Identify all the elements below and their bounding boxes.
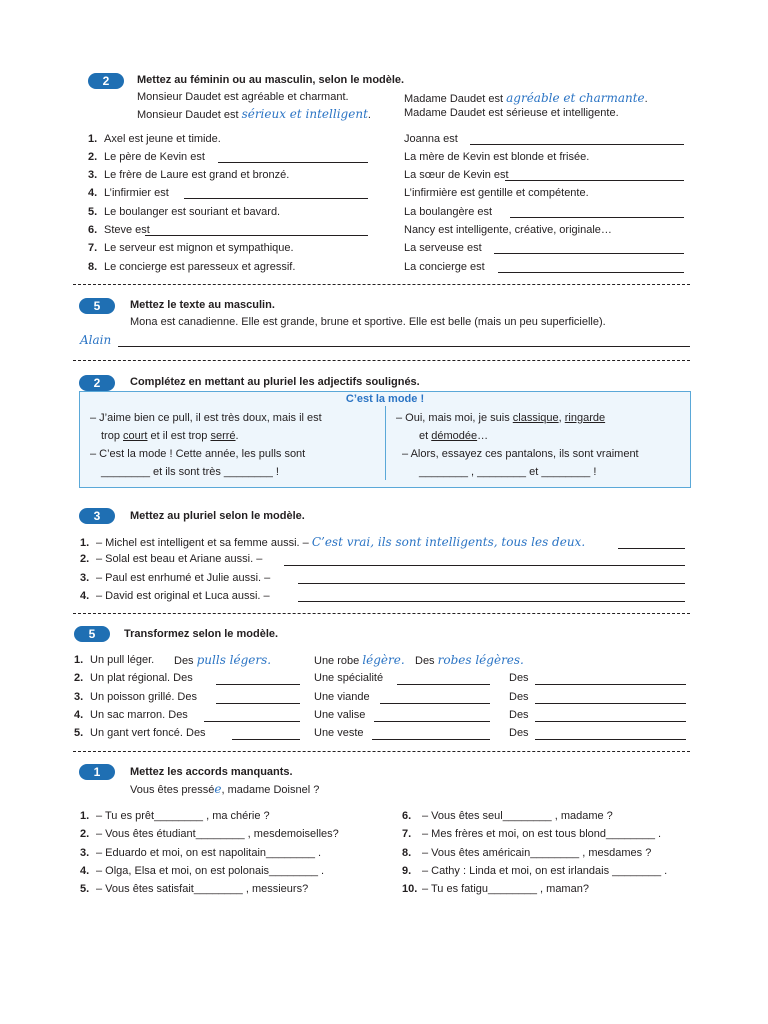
item-text: Des [174, 655, 197, 667]
item-text: Un gant vert foncé. Des [90, 727, 206, 739]
underlined-adjective: serré [210, 430, 236, 442]
item-text: – Vous êtes seul________ , madame ? [422, 810, 613, 822]
box-divider [385, 406, 386, 480]
handwritten-answer: C’est vrai, ils sont intelligents, tous les deux. [311, 535, 586, 549]
item-text: – Tu es fatigu________ , maman? [422, 883, 589, 895]
dialogue-text: . [235, 430, 239, 442]
item-right-text: L’infirmière est gentille et compétente. [404, 187, 589, 199]
model-left-1: Monsieur Daudet est agréable et charmant. [137, 91, 349, 103]
exercise-badge: 5 [74, 626, 110, 642]
item-number: 3. [80, 572, 90, 584]
answer-blank[interactable] [374, 721, 490, 722]
item-text: – David est original et Luca aussi. – [96, 590, 270, 602]
item-text: Un poisson grillé. Des [90, 691, 197, 703]
dialogue-text: trop [101, 430, 124, 442]
item-text: – Vous êtes américain________ , mesdames ? [422, 847, 652, 859]
item-text: Axel est jeune et timide. [104, 133, 221, 145]
dialogue-line: – J’aime bien ce pull, il est très doux, mais il est [90, 412, 322, 424]
answer-blank[interactable] [494, 253, 684, 254]
item-number: 5. [80, 883, 90, 895]
item-right-text: Joanna est [404, 133, 458, 145]
item-number: 8. [402, 847, 412, 859]
exercise-badge: 2 [88, 73, 124, 89]
exercise-badge: 1 [79, 764, 115, 780]
underlined-adjective: classique [512, 412, 559, 424]
item-text: Des [509, 672, 529, 684]
item-text: – Mes frères et moi, on est tous blond________ . [422, 828, 662, 840]
list-item [88, 151, 205, 163]
underlined-adjective: court [123, 430, 148, 442]
item-number: 4. [74, 709, 84, 721]
answer-blank[interactable] [397, 684, 490, 685]
list-item [74, 672, 193, 684]
item-text: Le père de Kevin est [104, 151, 205, 163]
box-title: C’est la mode ! [345, 393, 425, 405]
item-number: 8. [88, 261, 98, 273]
item-number: 2. [74, 672, 84, 684]
answer-blank[interactable] [380, 703, 490, 704]
item-number: 6. [88, 224, 98, 236]
section-divider [73, 284, 690, 285]
list-item [88, 261, 295, 273]
item-text: – Vous êtes satisfait________ , messieurs? [96, 883, 309, 895]
section-divider [73, 360, 690, 361]
underlined-adjective: ringarde [564, 412, 606, 424]
item-text: – Solal est beau et Ariane aussi. – [96, 553, 263, 565]
list-item [88, 169, 289, 181]
model-text: , madame Doisnel ? [221, 784, 320, 796]
list-item [80, 810, 270, 822]
item-number: 7. [88, 242, 98, 254]
model-right-2: Madame Daudet est sérieuse et intelligente. [404, 107, 619, 119]
answer-blank[interactable] [505, 180, 684, 181]
answer-blank[interactable] [216, 684, 300, 685]
item-text: – Paul est enrhumé et Julie aussi. – [96, 572, 271, 584]
item-text: – Michel est intelligent et sa femme aussi. – [96, 537, 312, 549]
item-text: Une robe [314, 655, 363, 667]
list-item [88, 224, 150, 236]
item-text: Une viande [314, 691, 370, 703]
item-text: Une spécialité [314, 672, 384, 684]
item-number: 3. [88, 169, 98, 181]
section-divider [73, 751, 690, 752]
item-right-text: Nancy est intelligente, créative, originale… [404, 224, 612, 236]
item-text: – Eduardo et moi, on est napolitain________ . [96, 847, 322, 859]
item-number: 2. [80, 828, 90, 840]
dialogue-box [79, 391, 691, 488]
list-item [88, 242, 294, 254]
item-number: 4. [88, 187, 98, 199]
section-divider [73, 613, 690, 614]
answer-blank[interactable] [618, 548, 685, 549]
dialogue-line: – Alors, essayez ces pantalons, ils sont vraiment [402, 448, 639, 460]
handwritten-answer: agréable et charmante [506, 91, 645, 105]
item-text: Un plat régional. Des [90, 672, 193, 684]
list-item [74, 654, 154, 666]
list-item [402, 810, 613, 822]
item-text: Steve est [104, 224, 150, 236]
item-text: Des [509, 709, 529, 721]
item-number: 5. [74, 727, 84, 739]
item-number: 1. [74, 654, 84, 666]
answer-blank[interactable] [145, 235, 368, 236]
model-text: Madame Daudet est [404, 93, 507, 105]
list-item [402, 865, 667, 877]
dialogue-text: , [558, 412, 565, 424]
handwritten-answer: e [214, 782, 222, 796]
dialogue-text: et [419, 430, 432, 442]
answer-blank[interactable] [284, 565, 685, 566]
dialogue-text: … [477, 430, 489, 442]
item-text: Des [509, 727, 529, 739]
handwritten-answer: robes légères. [437, 653, 524, 667]
handwritten-answer: légère. [362, 653, 405, 667]
exercise-title: Mettez les accords manquants. [130, 766, 293, 778]
answer-blank[interactable] [298, 583, 685, 584]
answer-blank[interactable] [535, 684, 686, 685]
exercise-title: Mettez le texte au masculin. [130, 299, 275, 311]
exercise-badge: 2 [79, 375, 115, 391]
item-text: Le frère de Laure est grand et bronzé. [104, 169, 290, 181]
item-text: Un sac marron. Des [90, 709, 188, 721]
list-item [88, 206, 280, 218]
item-number: 1. [88, 133, 98, 145]
item-number: 3. [80, 847, 90, 859]
item-number: 7. [402, 828, 412, 840]
item-right-text: La boulangère est [404, 206, 493, 218]
model-answer [174, 653, 271, 667]
list-item [74, 727, 206, 739]
answer-blank[interactable] [216, 703, 300, 704]
item-text: Le boulanger est souriant et bavard. [104, 206, 281, 218]
dialogue-line: ________ , ________ et ________ ! [419, 466, 597, 478]
list-item [402, 883, 589, 895]
list-item [74, 691, 197, 703]
dialogue-line: ________ et ils sont très ________ ! [101, 466, 279, 478]
item-number: 6. [402, 810, 412, 822]
answer-blank[interactable] [498, 272, 684, 273]
dialogue-text: – Oui, mais moi, je suis [396, 412, 513, 424]
model-right-1 [404, 91, 648, 105]
item-text: Une valise [314, 709, 366, 721]
dialogue-line [101, 430, 239, 442]
dialogue-text: et il est trop [147, 430, 211, 442]
model-text: Vous êtes pressé [130, 784, 215, 796]
list-item [80, 883, 308, 895]
item-text: Des [415, 655, 438, 667]
answer-blank[interactable] [298, 601, 685, 602]
model-answer [415, 653, 524, 667]
item-text: L’infirmier est [104, 187, 169, 199]
answer-blank[interactable] [470, 144, 684, 145]
list-item [402, 828, 661, 840]
model-text: . [644, 93, 648, 105]
dialogue-line [396, 412, 605, 424]
exercise-title: Transformez selon le modèle. [124, 628, 279, 640]
list-item [402, 847, 651, 859]
handwritten-answer: sérieux et intelligent [241, 107, 368, 121]
list-item [80, 847, 321, 859]
item-number: 4. [80, 865, 90, 877]
answer-blank[interactable] [535, 739, 686, 740]
answer-blank[interactable] [204, 721, 300, 722]
answer-blank[interactable] [372, 739, 490, 740]
answer-blank[interactable] [535, 703, 686, 704]
item-text: – Vous êtes étudiant________ , mesdemoiselles? [96, 828, 339, 840]
list-item [88, 133, 221, 145]
answer-blank[interactable] [510, 217, 684, 218]
item-number: 2. [80, 553, 90, 565]
item-right-text: La mère de Kevin est blonde et frisée. [404, 151, 590, 163]
answer-blank[interactable] [218, 162, 368, 163]
item-text: Un pull léger. [90, 654, 155, 666]
model-answer [314, 653, 405, 667]
model-text: . [367, 109, 371, 121]
answer-blank[interactable] [184, 198, 368, 199]
dialogue-line: – C’est la mode ! Cette année, les pulls sont [90, 448, 306, 460]
list-item [88, 187, 169, 199]
answer-blank[interactable] [535, 721, 686, 722]
list-item [80, 572, 270, 584]
dialogue-line [419, 430, 488, 442]
exercise-badge: 3 [79, 508, 115, 524]
model-text: Monsieur Daudet est [137, 109, 242, 121]
handwritten-answer: pulls légers. [196, 653, 272, 667]
exercise-title: Mettez au pluriel selon le modèle. [130, 510, 305, 522]
underlined-adjective: démodée [431, 430, 478, 442]
list-item [74, 709, 188, 721]
item-right-text: La concierge est [404, 261, 485, 273]
item-text: Le concierge est paresseux et agressif. [104, 261, 296, 273]
exercise-title: Complétez en mettant au pluriel les adjectifs soulignés. [130, 376, 420, 388]
answer-blank[interactable] [232, 739, 300, 740]
list-item [80, 865, 324, 877]
list-item [80, 553, 262, 565]
item-right-text: La sœur de Kevin est [404, 169, 509, 181]
item-number: 5. [88, 206, 98, 218]
item-right-text: La serveuse est [404, 242, 482, 254]
item-text: – Cathy : Linda et moi, on est irlandais ________ . [422, 865, 668, 877]
item-number: 2. [88, 151, 98, 163]
item-number: 1. [80, 537, 90, 549]
exercise-badge: 5 [79, 298, 115, 314]
handwritten-answer: Alain [80, 333, 112, 347]
item-number: 10. [402, 883, 418, 895]
model-left-2 [137, 107, 371, 121]
item-number: 1. [80, 810, 90, 822]
model-sentence [130, 782, 319, 796]
item-text: – Olga, Elsa et moi, on est polonais________ . [96, 865, 325, 877]
item-text: Le serveur est mignon et sympathique. [104, 242, 294, 254]
item-number: 3. [74, 691, 84, 703]
item-text: Des [509, 691, 529, 703]
exercise-title: Mettez au féminin ou au masculin, selon le modèle. [137, 74, 405, 86]
item-number: 4. [80, 590, 90, 602]
list-item [80, 535, 585, 549]
exercise-text: Mona est canadienne. Elle est grande, brune et sportive. Elle est belle (mais un peu superficielle). [130, 316, 606, 328]
item-text: Une veste [314, 727, 364, 739]
item-text: – Tu es prêt________ , ma chérie ? [96, 810, 270, 822]
answer-blank[interactable] [118, 346, 690, 347]
list-item [80, 828, 339, 840]
list-item [80, 590, 270, 602]
item-number: 9. [402, 865, 412, 877]
